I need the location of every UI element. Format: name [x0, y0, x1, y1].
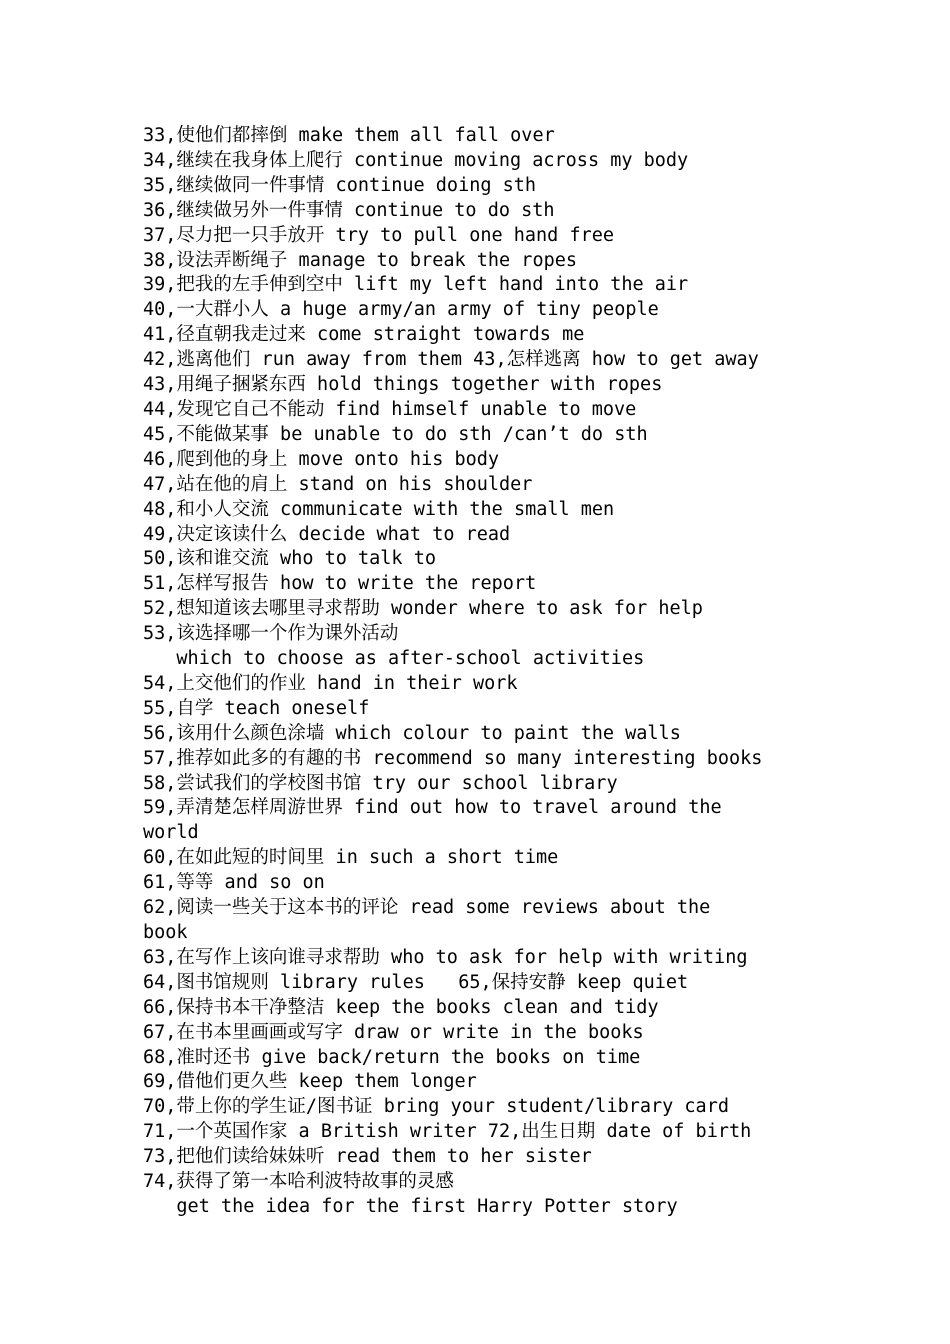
phrase-line: 46,爬到他的身上 move onto his body	[143, 448, 500, 470]
phrase-line: 59,弄清楚怎样周游世界 find out how to travel around the	[143, 797, 722, 819]
phrase-line: 57,推荐如此多的有趣的书 recommend so many interesting books	[143, 747, 763, 769]
phrase-line: 47,站在他的肩上 stand on his shoulder	[143, 473, 533, 495]
phrase-line: 54,上交他们的作业 hand in their work	[143, 672, 518, 694]
phrase-line: 40,一大群小人 a huge army/an army of tiny people	[143, 299, 659, 321]
phrase-line: 64,图书馆规则 library rules 65,保持安静 keep quiet	[143, 971, 689, 993]
phrase-line: 45,不能做某事 be unable to do sth /can’t do sth	[143, 423, 648, 445]
phrase-line: 50,该和谁交流 who to talk to	[143, 548, 436, 570]
phrase-line: 44,发现它自己不能动 find himself unable to move	[143, 398, 637, 420]
phrase-line: 34,继续在我身体上爬行 continue moving across my body	[143, 149, 689, 171]
phrase-line: 74,获得了第一本哈利波特故事的灵感	[143, 1171, 454, 1193]
phrase-line: 42,逃离他们 run away from them 43,怎样逃离 how to get away	[143, 349, 759, 371]
phrase-line: 56,该用什么颜色涂墙 which colour to paint the walls	[143, 722, 681, 744]
phrase-line: 33,使他们都摔倒 make them all fall over	[143, 125, 555, 146]
phrase-line: book	[143, 922, 188, 943]
phrase-line: which to choose as after-school activities	[143, 648, 645, 670]
phrase-line: 70,带上你的学生证/图书证 bring your student/library card	[143, 1096, 729, 1118]
phrase-line: 35,继续做同一件事情 continue doing sth	[143, 174, 537, 196]
phrase-line: 73,把他们读给妹妹听 read them to her sister	[143, 1146, 592, 1168]
phrase-line: 38,设法弄断绳子 manage to break the ropes	[143, 249, 578, 271]
phrase-line: 48,和小人交流 communicate with the small men	[143, 498, 615, 520]
phrase-list	[143, 124, 813, 1220]
phrase-line: world	[143, 822, 199, 844]
phrase-line: 61,等等 and so on	[143, 872, 325, 894]
phrase-line: 43,用绳子捆紧东西 hold things together with ropes	[143, 374, 663, 396]
phrase-line: 49,决定该读什么 decide what to read	[143, 523, 511, 545]
phrase-line: 67,在书本里画画或写字 draw or write in the books	[143, 1021, 644, 1043]
phrase-line: 52,想知道该去哪里寻求帮助 wonder where to ask for help	[143, 598, 703, 620]
phrase-line: 68,准时还书 give back/return the books on time	[143, 1046, 641, 1068]
phrase-line: 71,一个英国作家 a British writer 72,出生日期 date of birth	[143, 1121, 752, 1143]
phrase-line: get the idea for the first Harry Potter story	[143, 1195, 678, 1217]
phrase-line: 53,该选择哪一个作为课外活动	[143, 623, 399, 645]
phrase-line: 62,阅读一些关于这本书的评论 read some reviews about the	[143, 897, 711, 919]
phrase-line: 55,自学 teach oneself	[143, 697, 370, 719]
phrase-line: 60,在如此短的时间里 in such a short time	[143, 847, 559, 869]
phrase-line: 51,怎样写报告 how to write the report	[143, 573, 537, 595]
phrase-line: 66,保持书本干净整洁 keep the books clean and tidy	[143, 996, 659, 1018]
phrase-line: 63,在写作上该向谁寻求帮助 who to ask for help with writing	[143, 946, 748, 968]
phrase-line: 69,借他们更久些 keep them longer	[143, 1071, 477, 1093]
phrase-line: 36,继续做另外一件事情 continue to do sth	[143, 199, 555, 221]
phrase-line: 58,尝试我们的学校图书馆 try our school library	[143, 772, 618, 794]
phrase-line: 39,把我的左手伸到空中 lift my left hand into the air	[143, 274, 689, 296]
phrase-line: 41,径直朝我走过来 come straight towards me	[143, 324, 585, 346]
phrase-line: 37,尽力把一只手放开 try to pull one hand free	[143, 224, 615, 246]
